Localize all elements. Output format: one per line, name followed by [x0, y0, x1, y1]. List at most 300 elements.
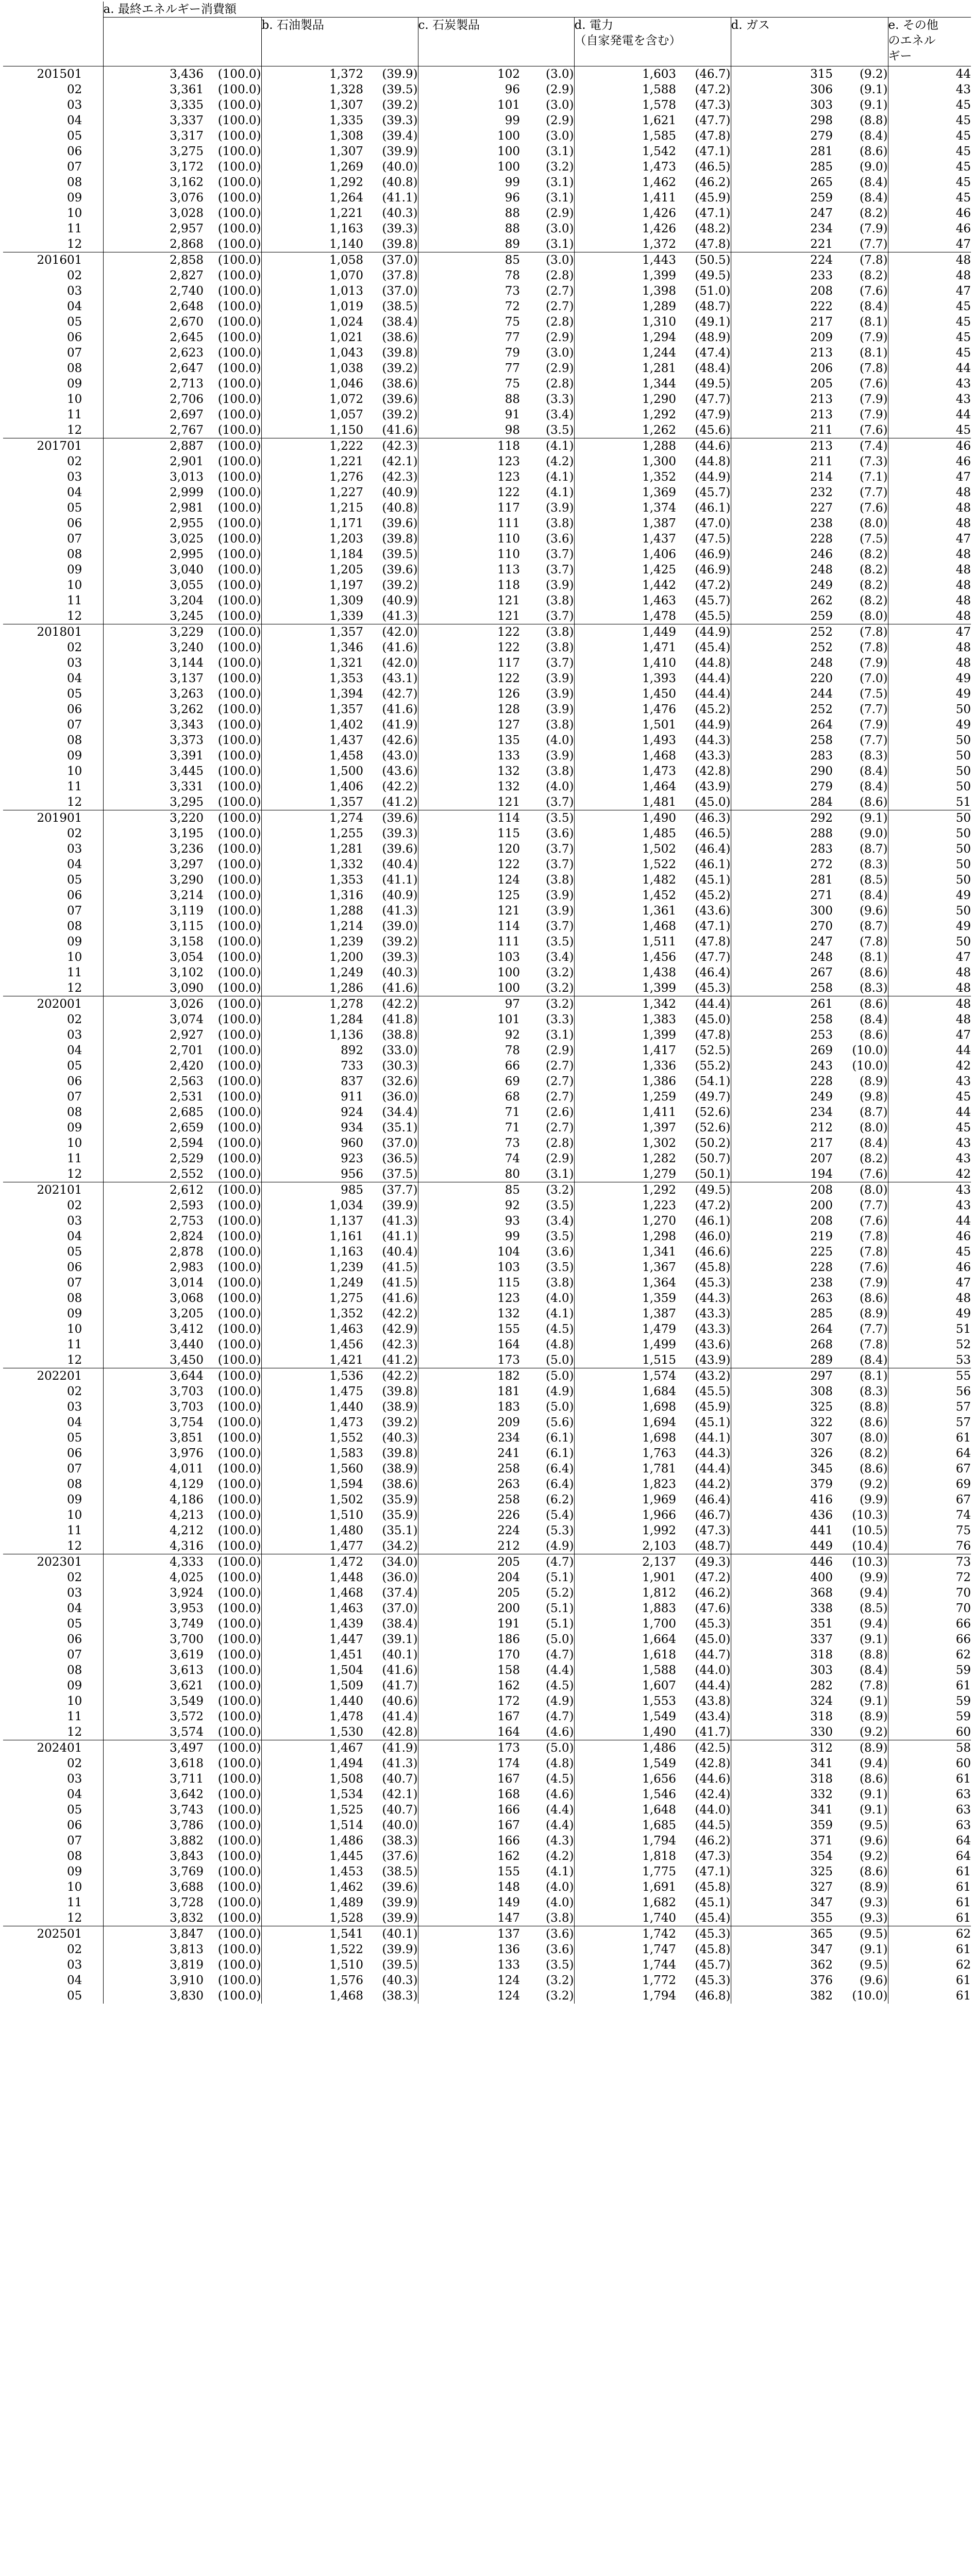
coal-value-cell: 258: [497, 1462, 520, 1476]
month-cell: 03: [67, 1957, 103, 1973]
petroleum-pct-cell: (39.6): [363, 810, 418, 826]
gas-pct-cell: (9.1): [833, 1632, 888, 1647]
other-value-cell: 43: [888, 1182, 971, 1198]
electricity-value-cell: 1,685: [642, 1819, 676, 1832]
other-value-cell: 48: [955, 641, 971, 654]
petroleum-value-cell: 1,353: [329, 873, 363, 887]
total-pct-cell: (100.0): [204, 1647, 261, 1663]
electricity-value-cell: 1,542: [642, 145, 676, 158]
coal-pct-cell: (3.7): [520, 547, 574, 562]
petroleum-pct-cell: (41.4): [363, 1709, 418, 1724]
electricity-pct-cell: (49.5): [676, 1182, 731, 1198]
electricity-pct-cell: (50.7): [676, 1151, 731, 1166]
month-cell: 06: [67, 1446, 103, 1461]
electricity-pct-cell: (46.2): [676, 175, 731, 190]
other-value-cell: 46: [955, 1261, 971, 1274]
petroleum-pct-cell: (42.0): [363, 624, 418, 640]
electricity-pct-cell: (45.8): [676, 1942, 731, 1957]
gas-pct-cell: (8.3): [833, 980, 888, 996]
month-cell: 07: [67, 717, 103, 733]
table-row: [3, 965, 971, 980]
total-value-cell: 3,014: [170, 1276, 204, 1290]
coal-value-cell: 124: [497, 1989, 520, 2003]
other-value-cell: 47: [955, 532, 971, 546]
electricity-value-cell: 1,393: [642, 672, 676, 685]
table-row: [3, 1043, 971, 1058]
electricity-value-cell: 1,288: [574, 438, 676, 454]
total-pct-cell: (100.0): [204, 1291, 261, 1306]
gas-value-cell: 297: [731, 1368, 833, 1384]
electricity-value-cell: 1,270: [642, 1214, 676, 1228]
month-cell: 05: [67, 1802, 103, 1818]
coal-value-cell: 164: [497, 1725, 520, 1739]
table-row: [3, 640, 971, 655]
month-cell: 05: [67, 872, 103, 888]
total-pct-cell: (100.0): [204, 1864, 261, 1879]
coal-pct-cell: (4.4): [520, 1802, 574, 1818]
month-cell: 08: [67, 361, 103, 376]
table-row: [3, 314, 971, 330]
month-cell: 06: [67, 1074, 103, 1089]
year-cell: [3, 206, 67, 221]
electricity-value-cell: 1,426: [642, 222, 676, 235]
gas-value-cell: 289: [810, 1353, 833, 1367]
year-cell: [3, 1879, 67, 1895]
total-value-cell: 2,740: [170, 284, 204, 298]
total-pct-cell: (100.0): [204, 1833, 261, 1849]
coal-pct-cell: (3.7): [520, 857, 574, 872]
other-value-cell: 62: [888, 1926, 971, 1942]
coal-pct-cell: (4.1): [520, 469, 574, 485]
month-cell: 11: [67, 1151, 103, 1166]
electricity-value-cell: 1,740: [642, 1911, 676, 1925]
gas-value-cell: 205: [810, 377, 833, 391]
petroleum-value-cell: 960: [341, 1137, 363, 1150]
coal-pct-cell: (3.8): [520, 593, 574, 608]
coal-value-cell: 103: [497, 951, 520, 964]
electricity-pct-cell: (47.8): [676, 1027, 731, 1043]
petroleum-value-cell: 1,072: [329, 393, 363, 406]
gas-pct-cell: (8.9): [833, 1306, 888, 1321]
coal-pct-cell: (3.5): [520, 1957, 574, 1973]
gas-pct-cell: (8.3): [833, 748, 888, 764]
electricity-value-cell: 1,463: [642, 594, 676, 607]
gas-pct-cell: (8.5): [833, 872, 888, 888]
gas-value-cell: 283: [810, 749, 833, 762]
petroleum-value-cell: 1,468: [329, 1586, 363, 1600]
month-cell: 05: [67, 1058, 103, 1074]
electricity-value-cell: 1,549: [642, 1757, 676, 1770]
month-cell: 05: [67, 314, 103, 330]
total-pct-cell: (100.0): [204, 330, 261, 345]
petroleum-pct-cell: (41.3): [363, 608, 418, 624]
coal-pct-cell: (2.7): [520, 1058, 574, 1074]
electricity-pct-cell: (43.3): [676, 1321, 731, 1337]
electricity-pct-cell: (43.6): [676, 1337, 731, 1352]
header-gas: d. ガス: [731, 18, 888, 66]
month-cell: 07: [67, 1647, 103, 1663]
gas-value-cell: 228: [810, 532, 833, 546]
year-cell: [3, 1043, 67, 1058]
month-cell: 08: [67, 733, 103, 748]
month-cell: 02: [67, 640, 103, 655]
coal-pct-cell: (3.4): [520, 1213, 574, 1229]
electricity-pct-cell: (42.5): [676, 1740, 731, 1756]
year-cell: 2016: [3, 252, 67, 268]
month-cell: 09: [67, 1492, 103, 1507]
gas-value-cell: 259: [810, 609, 833, 623]
month-cell: 02: [67, 826, 103, 841]
table-row: [3, 1058, 971, 1074]
petroleum-pct-cell: (42.3): [363, 469, 418, 485]
month-cell: 12: [67, 980, 103, 996]
electricity-pct-cell: (45.4): [676, 1910, 731, 1926]
total-value-cell: 3,440: [170, 1338, 204, 1351]
gas-value-cell: 362: [810, 1958, 833, 1972]
month-cell: 04: [67, 299, 103, 314]
gas-value-cell: 253: [810, 1028, 833, 1042]
table-row: [3, 345, 971, 361]
total-value-cell: 3,436: [103, 66, 204, 82]
gas-pct-cell: (7.8): [833, 1244, 888, 1260]
table-row: [3, 376, 971, 392]
other-value-cell: 48: [955, 563, 971, 577]
table-row: [3, 236, 971, 252]
month-cell: 04: [67, 1415, 103, 1430]
gas-pct-cell: (8.1): [833, 950, 888, 965]
coal-pct-cell: (3.6): [520, 1244, 574, 1260]
year-group-2018: [3, 624, 971, 810]
total-value-cell: 3,245: [170, 609, 204, 623]
month-cell: 08: [67, 1291, 103, 1306]
month-cell: 11: [67, 1895, 103, 1910]
other-value-cell: 49: [955, 672, 971, 685]
other-value-cell: 43: [955, 393, 971, 406]
gas-value-cell: 234: [810, 222, 833, 235]
coal-value-cell: 133: [497, 749, 520, 762]
gas-pct-cell: (8.2): [833, 562, 888, 578]
electricity-value-cell: 1,485: [642, 827, 676, 840]
coal-pct-cell: (4.5): [520, 1678, 574, 1693]
electricity-pct-cell: (45.0): [676, 794, 731, 810]
petroleum-value-cell: 1,486: [329, 1834, 363, 1848]
petroleum-pct-cell: (42.3): [363, 1337, 418, 1352]
total-value-cell: 2,706: [170, 393, 204, 406]
year-group-2019: [3, 810, 971, 996]
other-value-cell: 75: [955, 1524, 971, 1537]
energy-consumption-table: [3, 2, 971, 2004]
petroleum-pct-cell: (39.0): [363, 919, 418, 934]
electricity-value-cell: 1,522: [642, 858, 676, 871]
electricity-pct-cell: (44.9): [676, 469, 731, 485]
electricity-pct-cell: (47.2): [676, 82, 731, 97]
total-value-cell: 3,068: [170, 1292, 204, 1305]
electricity-value-cell: 1,259: [642, 1090, 676, 1104]
year-group-2017: [3, 438, 971, 624]
electricity-pct-cell: (45.5): [676, 1384, 731, 1399]
electricity-value-cell: 1,499: [642, 1338, 676, 1351]
other-value-cell: 50: [888, 810, 971, 826]
other-value-cell: 63: [955, 1803, 971, 1817]
gas-value-cell: 345: [810, 1462, 833, 1476]
total-pct-cell: (100.0): [204, 221, 261, 236]
petroleum-pct-cell: (39.6): [363, 562, 418, 578]
header-other-line3: ギー: [888, 49, 912, 63]
year-cell: [3, 764, 67, 779]
electricity-value-cell: 1,426: [642, 207, 676, 220]
month-cell: 03: [67, 1213, 103, 1229]
table-row: [3, 283, 971, 299]
total-pct-cell: (100.0): [204, 686, 261, 702]
electricity-pct-cell: (47.1): [676, 206, 731, 221]
year-cell: [3, 717, 67, 733]
petroleum-pct-cell: (40.7): [363, 1802, 418, 1818]
petroleum-pct-cell: (43.6): [363, 764, 418, 779]
gas-value-cell: 247: [810, 207, 833, 220]
coal-value-cell: 114: [418, 810, 520, 826]
month-cell: 06: [67, 1818, 103, 1833]
gas-pct-cell: (7.5): [833, 686, 888, 702]
month-cell: 10: [67, 1879, 103, 1895]
gas-value-cell: 400: [810, 1571, 833, 1584]
coal-pct-cell: (2.9): [520, 206, 574, 221]
electricity-pct-cell: (49.5): [676, 268, 731, 283]
year-cell: [3, 1213, 67, 1229]
petroleum-pct-cell: (39.2): [363, 97, 418, 113]
total-pct-cell: (100.0): [204, 1693, 261, 1709]
electricity-pct-cell: (44.8): [676, 655, 731, 671]
electricity-pct-cell: (47.0): [676, 516, 731, 531]
total-pct-cell: (100.0): [204, 655, 261, 671]
other-value-cell: 48: [955, 269, 971, 282]
table-row: [3, 1787, 971, 1802]
gas-value-cell: 337: [810, 1633, 833, 1646]
coal-value-cell: 147: [497, 1911, 520, 1925]
electricity-pct-cell: (46.1): [676, 857, 731, 872]
gas-pct-cell: (8.4): [833, 1136, 888, 1151]
month-cell: 03: [67, 283, 103, 299]
coal-pct-cell: (3.3): [520, 1012, 574, 1027]
gas-pct-cell: (9.2): [833, 66, 888, 82]
table-row: [3, 919, 971, 934]
petroleum-value-cell: 892: [341, 1044, 363, 1057]
electricity-value-cell: 1,374: [642, 501, 676, 515]
month-cell: 05: [67, 1988, 103, 2004]
petroleum-pct-cell: (38.6): [363, 376, 418, 392]
petroleum-pct-cell: (39.5): [363, 547, 418, 562]
other-value-cell: 43: [955, 1137, 971, 1150]
electricity-value-cell: 1,292: [642, 408, 676, 421]
petroleum-pct-cell: (39.6): [363, 392, 418, 407]
other-value-cell: 63: [955, 1819, 971, 1832]
total-pct-cell: (100.0): [204, 1818, 261, 1833]
total-value-cell: 2,901: [170, 455, 204, 468]
electricity-value-cell: 1,411: [642, 1106, 676, 1119]
petroleum-pct-cell: (37.4): [363, 1585, 418, 1601]
total-value-cell: 3,711: [170, 1772, 204, 1786]
gas-value-cell: 355: [810, 1911, 833, 1925]
petroleum-pct-cell: (42.6): [363, 733, 418, 748]
petroleum-value-cell: 1,292: [329, 176, 363, 189]
gas-pct-cell: (9.1): [833, 1693, 888, 1709]
petroleum-value-cell: 1,140: [329, 238, 363, 251]
electricity-pct-cell: (45.1): [676, 1895, 731, 1910]
total-pct-cell: (100.0): [204, 1166, 261, 1182]
year-cell: [3, 469, 67, 485]
electricity-value-cell: 1,618: [642, 1648, 676, 1662]
other-value-cell: 46: [955, 1230, 971, 1243]
electricity-pct-cell: (44.6): [676, 438, 731, 454]
petroleum-pct-cell: (40.1): [363, 1926, 418, 1942]
coal-pct-cell: (3.1): [520, 190, 574, 206]
total-pct-cell: (100.0): [204, 454, 261, 469]
total-value-cell: 3,412: [170, 1323, 204, 1336]
month-cell: 03: [67, 1771, 103, 1787]
month-cell: 08: [67, 1105, 103, 1120]
petroleum-value-cell: 1,249: [329, 966, 363, 979]
petroleum-pct-cell: (35.1): [363, 1120, 418, 1136]
total-value-cell: 3,172: [170, 160, 204, 174]
table-row: [3, 764, 971, 779]
coal-pct-cell: (4.0): [520, 733, 574, 748]
year-group-2016: [3, 252, 971, 438]
gas-pct-cell: (8.6): [833, 1461, 888, 1477]
coal-pct-cell: (3.7): [520, 841, 574, 857]
gas-value-cell: 347: [810, 1943, 833, 1956]
gas-value-cell: 243: [810, 1059, 833, 1073]
year-cell: [3, 965, 67, 980]
electricity-value-cell: 1,966: [642, 1509, 676, 1522]
month-cell: 07: [67, 531, 103, 547]
total-pct-cell: (100.0): [204, 640, 261, 655]
gas-pct-cell: (7.6): [833, 1166, 888, 1182]
other-value-cell: 50: [955, 935, 971, 948]
month-cell: 01: [67, 624, 103, 640]
gas-pct-cell: (8.7): [833, 919, 888, 934]
coal-value-cell: 162: [497, 1679, 520, 1692]
coal-pct-cell: (4.0): [520, 1291, 574, 1306]
coal-pct-cell: (6.1): [520, 1446, 574, 1461]
electricity-value-cell: 1,386: [642, 1075, 676, 1088]
electricity-value-cell: 1,684: [642, 1385, 676, 1398]
other-value-cell: 44: [955, 1106, 971, 1119]
coal-value-cell: 155: [497, 1323, 520, 1336]
electricity-pct-cell: (44.9): [676, 717, 731, 733]
year-cell: [3, 733, 67, 748]
table-row: [3, 454, 971, 469]
gas-value-cell: 221: [810, 238, 833, 251]
total-value-cell: 2,767: [170, 423, 204, 437]
petroleum-pct-cell: (42.1): [363, 1787, 418, 1802]
total-pct-cell: (100.0): [204, 1306, 261, 1321]
other-value-cell: 49: [955, 889, 971, 902]
year-cell: [3, 1120, 67, 1136]
gas-pct-cell: (7.5): [833, 531, 888, 547]
petroleum-pct-cell: (42.7): [363, 686, 418, 702]
total-pct-cell: (100.0): [204, 562, 261, 578]
other-value-cell: 50: [955, 734, 971, 747]
year-cell: [3, 1942, 67, 1957]
electricity-value-cell: 1,481: [642, 795, 676, 809]
petroleum-value-cell: 1,276: [329, 470, 363, 484]
month-cell: 09: [67, 1120, 103, 1136]
year-cell: [3, 283, 67, 299]
month-cell: 08: [67, 1663, 103, 1678]
electricity-pct-cell: (42.4): [676, 1787, 731, 1802]
electricity-pct-cell: (44.4): [676, 671, 731, 686]
petroleum-value-cell: 1,184: [329, 548, 363, 561]
coal-pct-cell: (2.8): [520, 376, 574, 392]
month-cell: 02: [67, 1384, 103, 1399]
table-row: [3, 1492, 971, 1507]
gas-value-cell: 248: [810, 656, 833, 670]
gas-pct-cell: (7.9): [833, 392, 888, 407]
gas-value-cell: 341: [810, 1757, 833, 1770]
electricity-value-cell: 1,742: [574, 1926, 676, 1942]
coal-pct-cell: (3.9): [520, 888, 574, 903]
gas-pct-cell: (9.1): [833, 82, 888, 97]
other-value-cell: 74: [955, 1509, 971, 1522]
petroleum-pct-cell: (41.1): [363, 1229, 418, 1244]
coal-pct-cell: (4.7): [520, 1554, 574, 1570]
other-value-cell: 48: [955, 656, 971, 670]
other-value-cell: 49: [955, 718, 971, 732]
table-row: [3, 1740, 971, 1756]
gas-pct-cell: (10.4): [833, 1538, 888, 1554]
electricity-pct-cell: (45.3): [676, 1616, 731, 1632]
year-cell: [3, 1787, 67, 1802]
year-cell: [3, 1229, 67, 1244]
month-cell: 01: [67, 252, 103, 268]
coal-value-cell: 128: [497, 703, 520, 716]
other-value-cell: 50: [955, 765, 971, 778]
electricity-pct-cell: (46.0): [676, 1229, 731, 1244]
total-pct-cell: (100.0): [204, 422, 261, 438]
coal-value-cell: 100: [497, 966, 520, 979]
year-cell: [3, 1973, 67, 1988]
other-value-cell: 46: [888, 438, 971, 454]
gas-value-cell: 315: [731, 66, 833, 82]
coal-pct-cell: (3.8): [520, 717, 574, 733]
coal-value-cell: 122: [497, 486, 520, 499]
electricity-value-cell: 1,372: [642, 238, 676, 251]
coal-pct-cell: (3.6): [520, 1926, 574, 1942]
petroleum-pct-cell: (39.6): [363, 1879, 418, 1895]
total-value-cell: 3,743: [170, 1803, 204, 1817]
other-value-cell: 45: [955, 331, 971, 344]
electricity-value-cell: 1,468: [642, 749, 676, 762]
electricity-value-cell: 1,818: [642, 1850, 676, 1863]
coal-value-cell: 117: [497, 501, 520, 515]
coal-value-cell: 73: [505, 284, 520, 298]
total-value-cell: 2,753: [170, 1214, 204, 1228]
coal-pct-cell: (6.1): [520, 1430, 574, 1446]
gas-value-cell: 284: [810, 795, 833, 809]
total-pct-cell: (100.0): [204, 593, 261, 608]
table-row: [3, 500, 971, 516]
month-cell: 11: [67, 407, 103, 422]
electricity-value-cell: 1,656: [642, 1772, 676, 1786]
petroleum-pct-cell: (39.8): [363, 1446, 418, 1461]
gas-value-cell: 248: [810, 563, 833, 577]
gas-value-cell: 208: [810, 1214, 833, 1228]
gas-pct-cell: (9.3): [833, 1910, 888, 1926]
total-pct-cell: (100.0): [204, 1012, 261, 1027]
other-value-cell: 61: [955, 1772, 971, 1786]
petroleum-pct-cell: (32.6): [363, 1074, 418, 1089]
total-pct-cell: (100.0): [204, 1942, 261, 1957]
petroleum-pct-cell: (39.4): [363, 128, 418, 144]
